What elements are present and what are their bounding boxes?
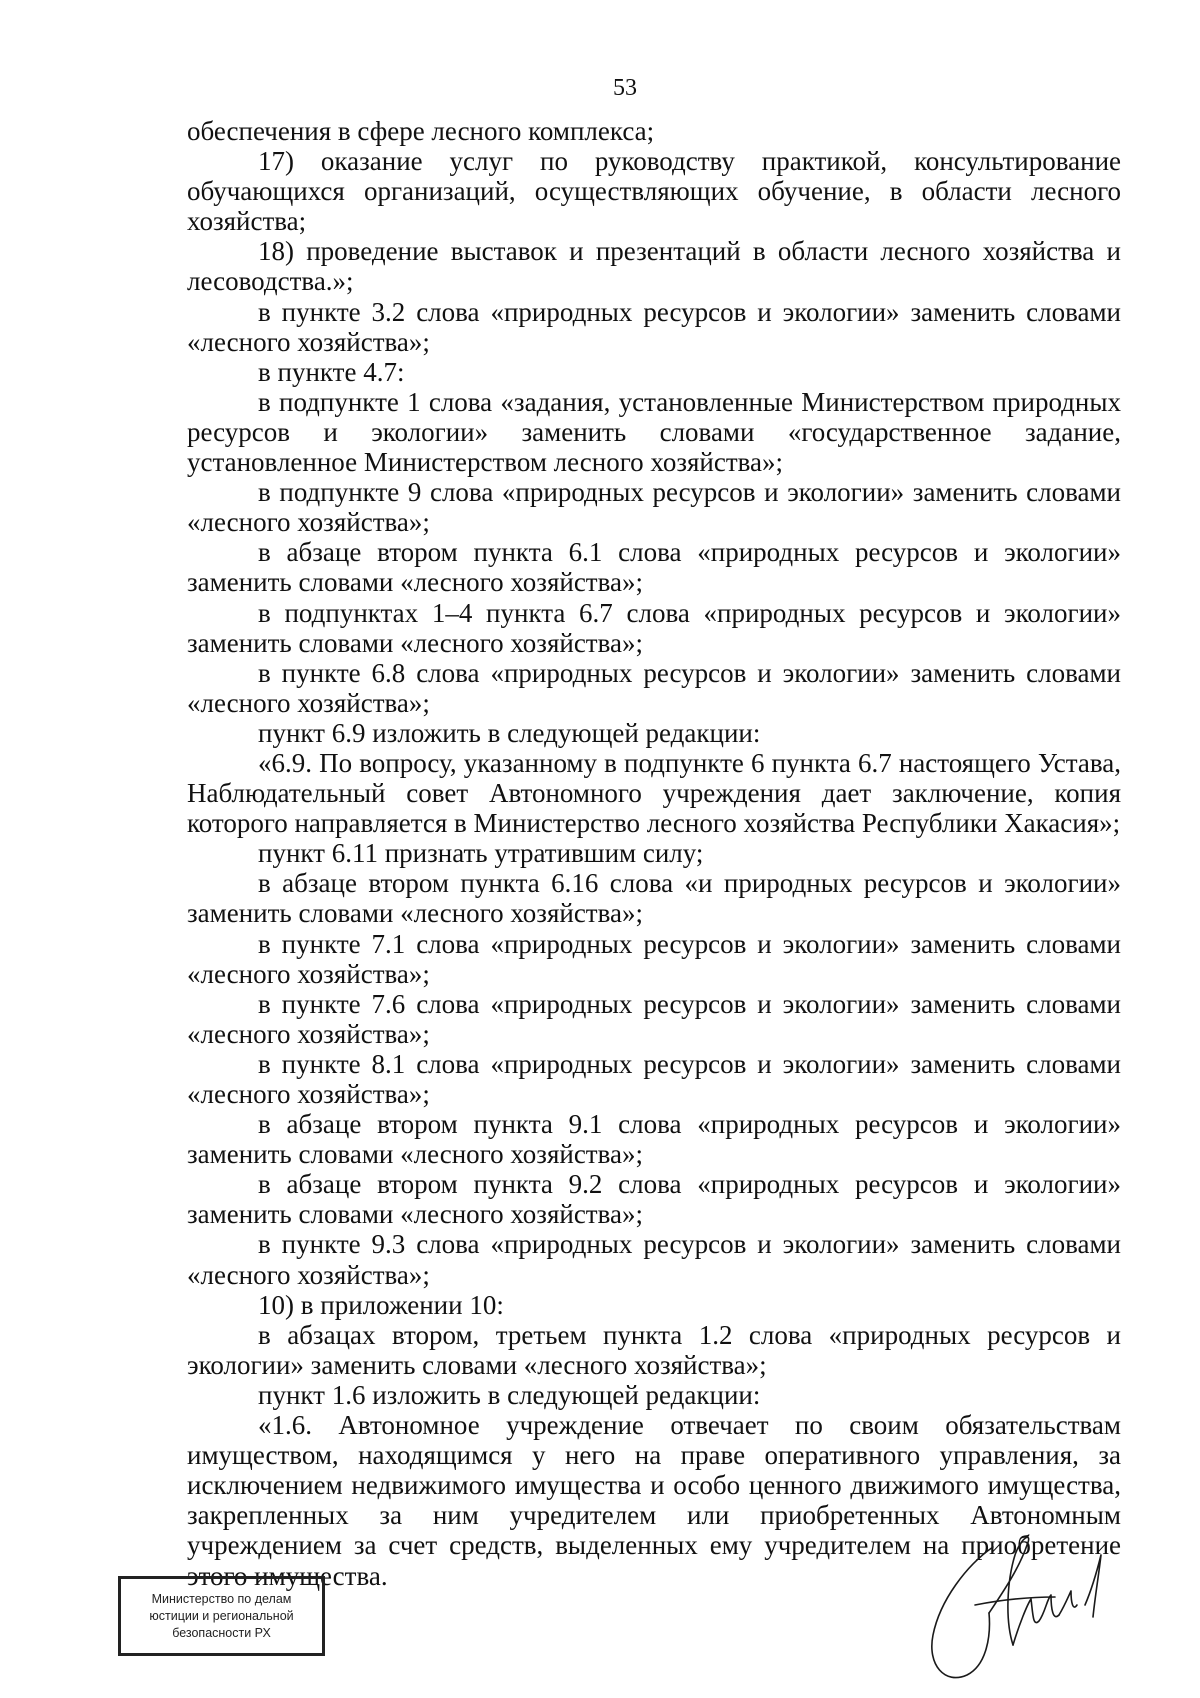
paragraph-13: пункт 6.11 признать утратившим силу; (258, 838, 704, 869)
paragraph-15: в пункте 7.1 слова «природных ресурсов и экологии» заменить словами «лесного хозяйства»; (187, 928, 1121, 989)
paragraph-18: в абзаце втором пункта 9.1 слова «природных ресурсов и экологии» заменить словами «лесного хозяйства»; (187, 1109, 1121, 1170)
paragraph-8: в абзаце втором пункта 6.1 слова «природных ресурсов и экологии» заменить словами «лесного хозяйства»; (187, 537, 1121, 598)
document-body (187, 116, 1121, 1591)
ministry-stamp (118, 1576, 325, 1656)
paragraph-23: пункт 1.6 изложить в следующей редакции: (258, 1379, 761, 1410)
paragraph-21: 10) в приложении 10: (258, 1289, 504, 1320)
paragraph-11: пункт 6.9 изложить в следующей редакции: (258, 717, 761, 748)
paragraph-5: в пункте 4.7: (258, 356, 405, 387)
paragraph-9: в подпунктах 1–4 пункта 6.7 слова «природных ресурсов и экологии» заменить словами «лесного хозяйства»; (187, 597, 1121, 658)
page-number: 53 (613, 75, 637, 101)
paragraph-14: в абзаце втором пункта 6.16 слова «и природных ресурсов и экологии» заменить словами «лесного хозяйства»; (187, 868, 1121, 929)
stamp-line-1: Министерство по делам (151, 1591, 292, 1606)
signature-icon (915, 1525, 1135, 1690)
paragraph-16: в пункте 7.6 слова «природных ресурсов и экологии» заменить словами «лесного хозяйства»; (187, 988, 1121, 1049)
paragraph-20: в пункте 9.3 слова «природных ресурсов и экологии» заменить словами «лесного хозяйства»; (187, 1229, 1121, 1290)
stamp-line-2: юстиции и региональной (149, 1608, 294, 1623)
paragraph-24: «1.6. Автономное учреждение отвечает по своим обязательствам имуществом, находящимся у него на праве оперативного управления, за исключением недвижимого имущества и особо ценного движимого имущества, закрепленных за ним учредителем или приобретенных Автономным учреждением за счет средств, выделенных ему учредителем на приобретение этого имущества. (187, 1410, 1121, 1591)
paragraph-7: в подпункте 9 слова «природных ресурсов и экологии» заменить словами «лесного хозяйства»; (187, 477, 1121, 538)
paragraph-19: в абзаце втором пункта 9.2 слова «природных ресурсов и экологии» заменить словами «лесного хозяйства»; (187, 1169, 1121, 1230)
paragraph-2: 17) оказание услуг по руководству практикой, консультирование обучающихся организаций, осуществляющих обучение, в области лесного хозяйства; (187, 146, 1121, 237)
paragraph-6: в подпункте 1 слова «задания, установленные Министерством природных ресурсов и экологии» заменить словами «государственное задание, установленное Министерством лесного хозяйства»; (187, 386, 1121, 478)
paragraph-10: в пункте 6.8 слова «природных ресурсов и экологии» заменить словами «лесного хозяйства»; (187, 657, 1121, 718)
paragraph-17: в пункте 8.1 слова «природных ресурсов и экологии» заменить словами «лесного хозяйства»; (187, 1048, 1121, 1109)
paragraph-1: обеспечения в сфере лесного комплекса; (187, 116, 655, 146)
paragraph-4: в пункте 3.2 слова «природных ресурсов и экологии» заменить словами «лесного хозяйства»; (187, 296, 1121, 357)
stamp-line-3: безопасности РХ (172, 1625, 271, 1640)
paragraph-12: «6.9. По вопросу, указанному в подпункте 6 пункта 6.7 настоящего Устава, Наблюдательный совет Автономного учреждения дает заключение, копия которого направляется в Министерство лесного хозяйства Республики Хакасия»; (187, 747, 1121, 839)
paragraph-3: 18) проведение выставок и презентаций в области лесного хозяйства и лесоводства.»; (187, 236, 1121, 297)
paragraph-22: в абзацах втором, третьем пункта 1.2 слова «природных ресурсов и экологии» заменить словами «лесного хозяйства»; (187, 1319, 1121, 1380)
